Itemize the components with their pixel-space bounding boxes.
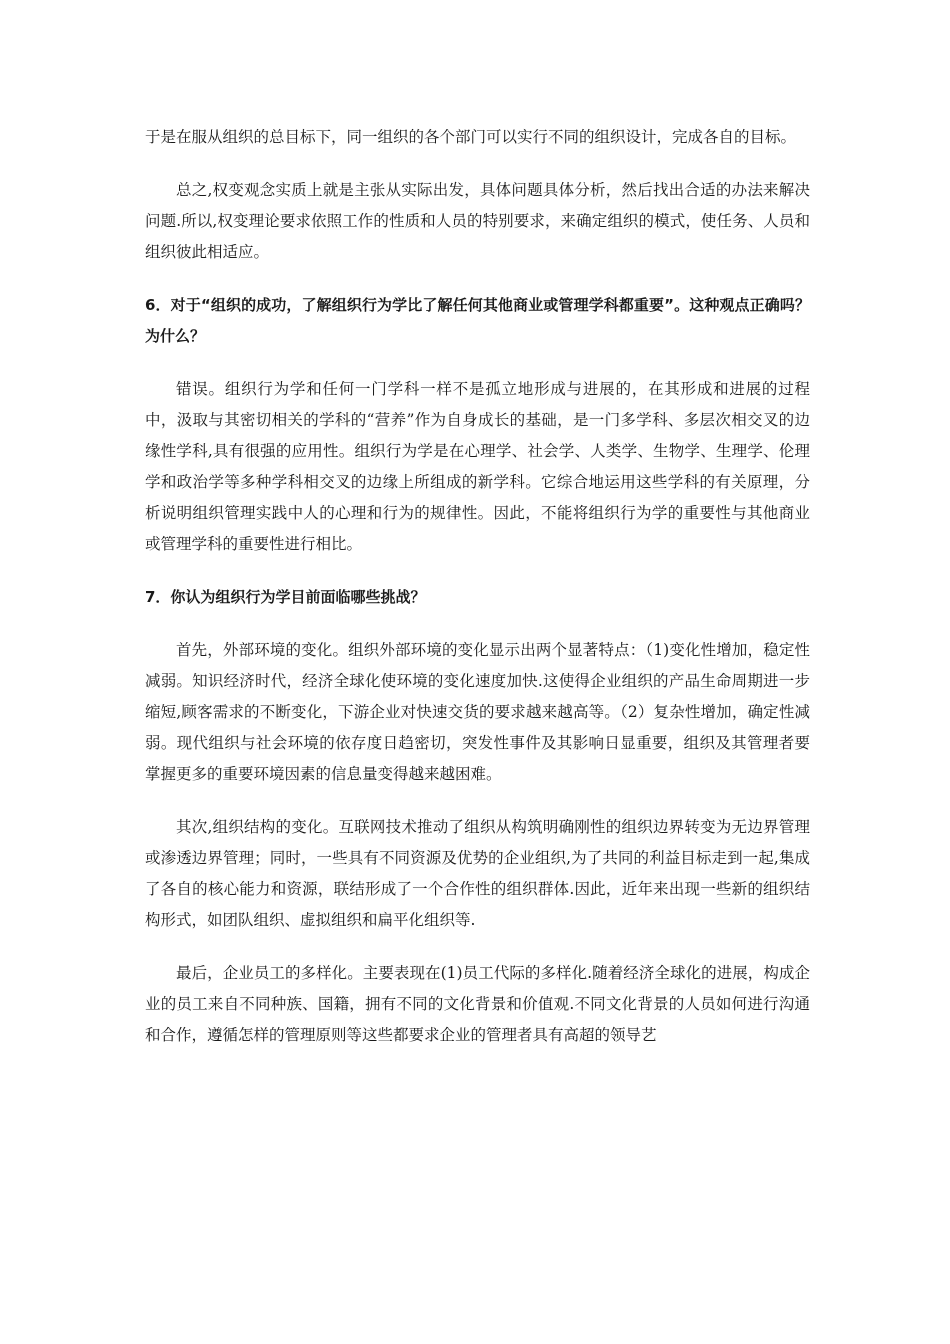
answer-7-paragraph-2: 其次,组织结构的变化。互联网技术推动了组织从构筑明确刚性的组织边界转变为无边界管理或渗透边界管理；同时，一些具有不同资源及优势的企业组织,为了共同的利益目标走到一起,集成了各自的核心能力和资源，联结形成了一个合作性的组织群体.因此，近年来出现一些新的组织结构形式，如团队组织、虚拟组织和扁平化组织等. bbox=[145, 818, 810, 929]
answer-6-paragraph: 错误。组织行为学和任何一门学科一样不是孤立地形成与进展的，在其形成和进展的过程中，汲取与其密切相关的学科的“营养”作为自身成长的基础，是一门多学科、多层次相交叉的边缘性学科,具有很强的应用性。组织行为学是在心理学、社会学、人类学、生物学、生理学、伦理学和政治学等多种学科相交叉的边缘上所组成的新学科。它综合地运用这些学科的有关原理，分析说明组织管理实践中人的心理和行为的规律性。因此，不能将组织行为学的重要性与其他商业或管理学科的重要性进行相比。 bbox=[145, 380, 810, 553]
answer-7-paragraph-3: 最后，企业员工的多样化。主要表现在(1)员工代际的多样化.随着经济全球化的进展，构成企业的员工来自不同种族、国籍，拥有不同的文化背景和价值观.不同文化背景的人员如何进行沟通和合作，遵循怎样的管理原则等这些都要求企业的管理者具有高超的领导艺 bbox=[145, 964, 810, 1044]
continuation-paragraph: 于是在服从组织的总目标下，同一组织的各个部门可以实行不同的组织设计，完成各自的目标。 bbox=[145, 128, 797, 146]
question-6: 6．对于“组织的成功，了解组织行为学比了解任何其他商业或管理学科都重要”。这种观点正确吗？为什么？ bbox=[145, 296, 810, 345]
question-7: 7．你认为组织行为学目前面临哪些挑战？ bbox=[145, 588, 426, 606]
summary-paragraph: 总之,权变观念实质上就是主张从实际出发，具体问题具体分析，然后找出合适的办法来解决问题.所以,权变理论要求依照工作的性质和人员的特别要求，来确定组织的模式，使任务、人员和组织彼此相适应。 bbox=[145, 181, 810, 261]
document-page bbox=[145, 122, 810, 1073]
answer-7-paragraph-1: 首先，外部环境的变化。组织外部环境的变化显示出两个显著特点：（1)变化性增加，稳定性减弱。知识经济时代，经济全球化使环境的变化速度加快.这使得企业组织的产品生命周期进一步缩短,顾客需求的不断变化，下游企业对快速交货的要求越来越高等。（2）复杂性增加，确定性减弱。现代组织与社会环境的依存度日趋密切，突发性事件及其影响日显重要，组织及其管理者要掌握更多的重要环境因素的信息量变得越来越困难。 bbox=[145, 641, 810, 783]
